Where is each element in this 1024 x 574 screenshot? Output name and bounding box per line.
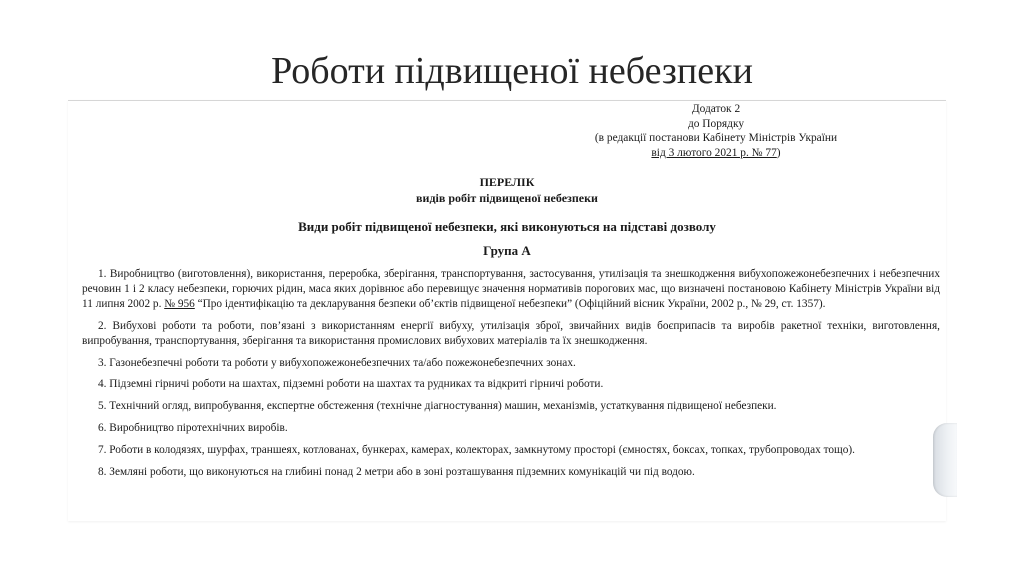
list-title: ПЕРЕЛІК [479, 175, 535, 189]
side-scroll-tab[interactable] [933, 423, 957, 497]
list-subtitle: видів робіт підвищеної небезпеки [416, 191, 598, 205]
document-image [68, 100, 946, 521]
list-item: 6. Виробництво піротехнічних виробів. [98, 422, 288, 435]
appendix-line-end: ) [776, 146, 781, 159]
appendix-line [566, 146, 866, 161]
list-item: 2. Вибухові роботи та роботи, пов’язані з використанням енергії вибуху, утилізація зброї, звичайних видів боєприпасів та виробів ракетної техніки, виготовлення, випробування, транспортування, зберігання та використання промислових вибухових матеріалів та їх знешкодження. [82, 319, 940, 347]
resolution-link[interactable]: від 3 лютого 2021 р. № 77 [651, 146, 777, 159]
list-item-text: “Про ідентифікацію та декларування безпеки об’єктів підвищеної небезпеки” (Офіційний вісник України, 2002 р., № 29, ст. 1357). [194, 297, 826, 310]
appendix-header [566, 102, 866, 160]
slide-title: Роботи підвищеної небезпеки [271, 50, 753, 92]
list-item: 7. Роботи в колодязях, шурфах, траншеях, котлованах, бункерах, камерах, колекторах, замкнутому просторі (ємностях, боксах, топках, трубопроводах тощо). [98, 444, 855, 457]
list-item: 4. Підземні гірничі роботи на шахтах, підземні роботи на шахтах та рудниках та відкриті гірничі роботи. [98, 378, 604, 391]
list-item-text: 1. Виробництво (виготовлення), використання, переробка, зберігання, транспортування, застосування, утилізація та знешкодження вибухопожежонебезпечних і небезпечних речовин 1 і 2 класу небезпеки, горючих рідин, маса яких дорівнює або перевищує значення нормативів порогових мас, що визначені постановою Кабінету Міністрів України від 11 липня 2002 р. [82, 268, 940, 310]
appendix-line: до Порядку [687, 117, 745, 130]
resolution-956-link[interactable]: № 956 [164, 297, 195, 310]
group-title: Група А [483, 243, 531, 258]
work-types-list [82, 267, 940, 487]
list-item [82, 267, 940, 312]
list-item: 3. Газонебезпечні роботи та роботи у вибухопожежонебезпечних та/або пожежонебезпечних зонах. [98, 356, 576, 369]
appendix-line: Додаток 2 [691, 103, 741, 115]
list-item: 8. Земляні роботи, що виконуються на глибині понад 2 метри або в зоні розташування підземних комунікацій чи під водою. [98, 466, 695, 479]
appendix-line: (в редакції постанови Кабінету Міністрів України [594, 132, 838, 145]
list-item: 5. Технічний огляд, випробування, експертне обстеження (технічне діагностування) машин, механізмів, устаткування підвищеної небезпеки. [98, 400, 777, 413]
section-title: Види робіт підвищеної небезпеки, які виконуються на підставі дозволу [298, 219, 716, 234]
